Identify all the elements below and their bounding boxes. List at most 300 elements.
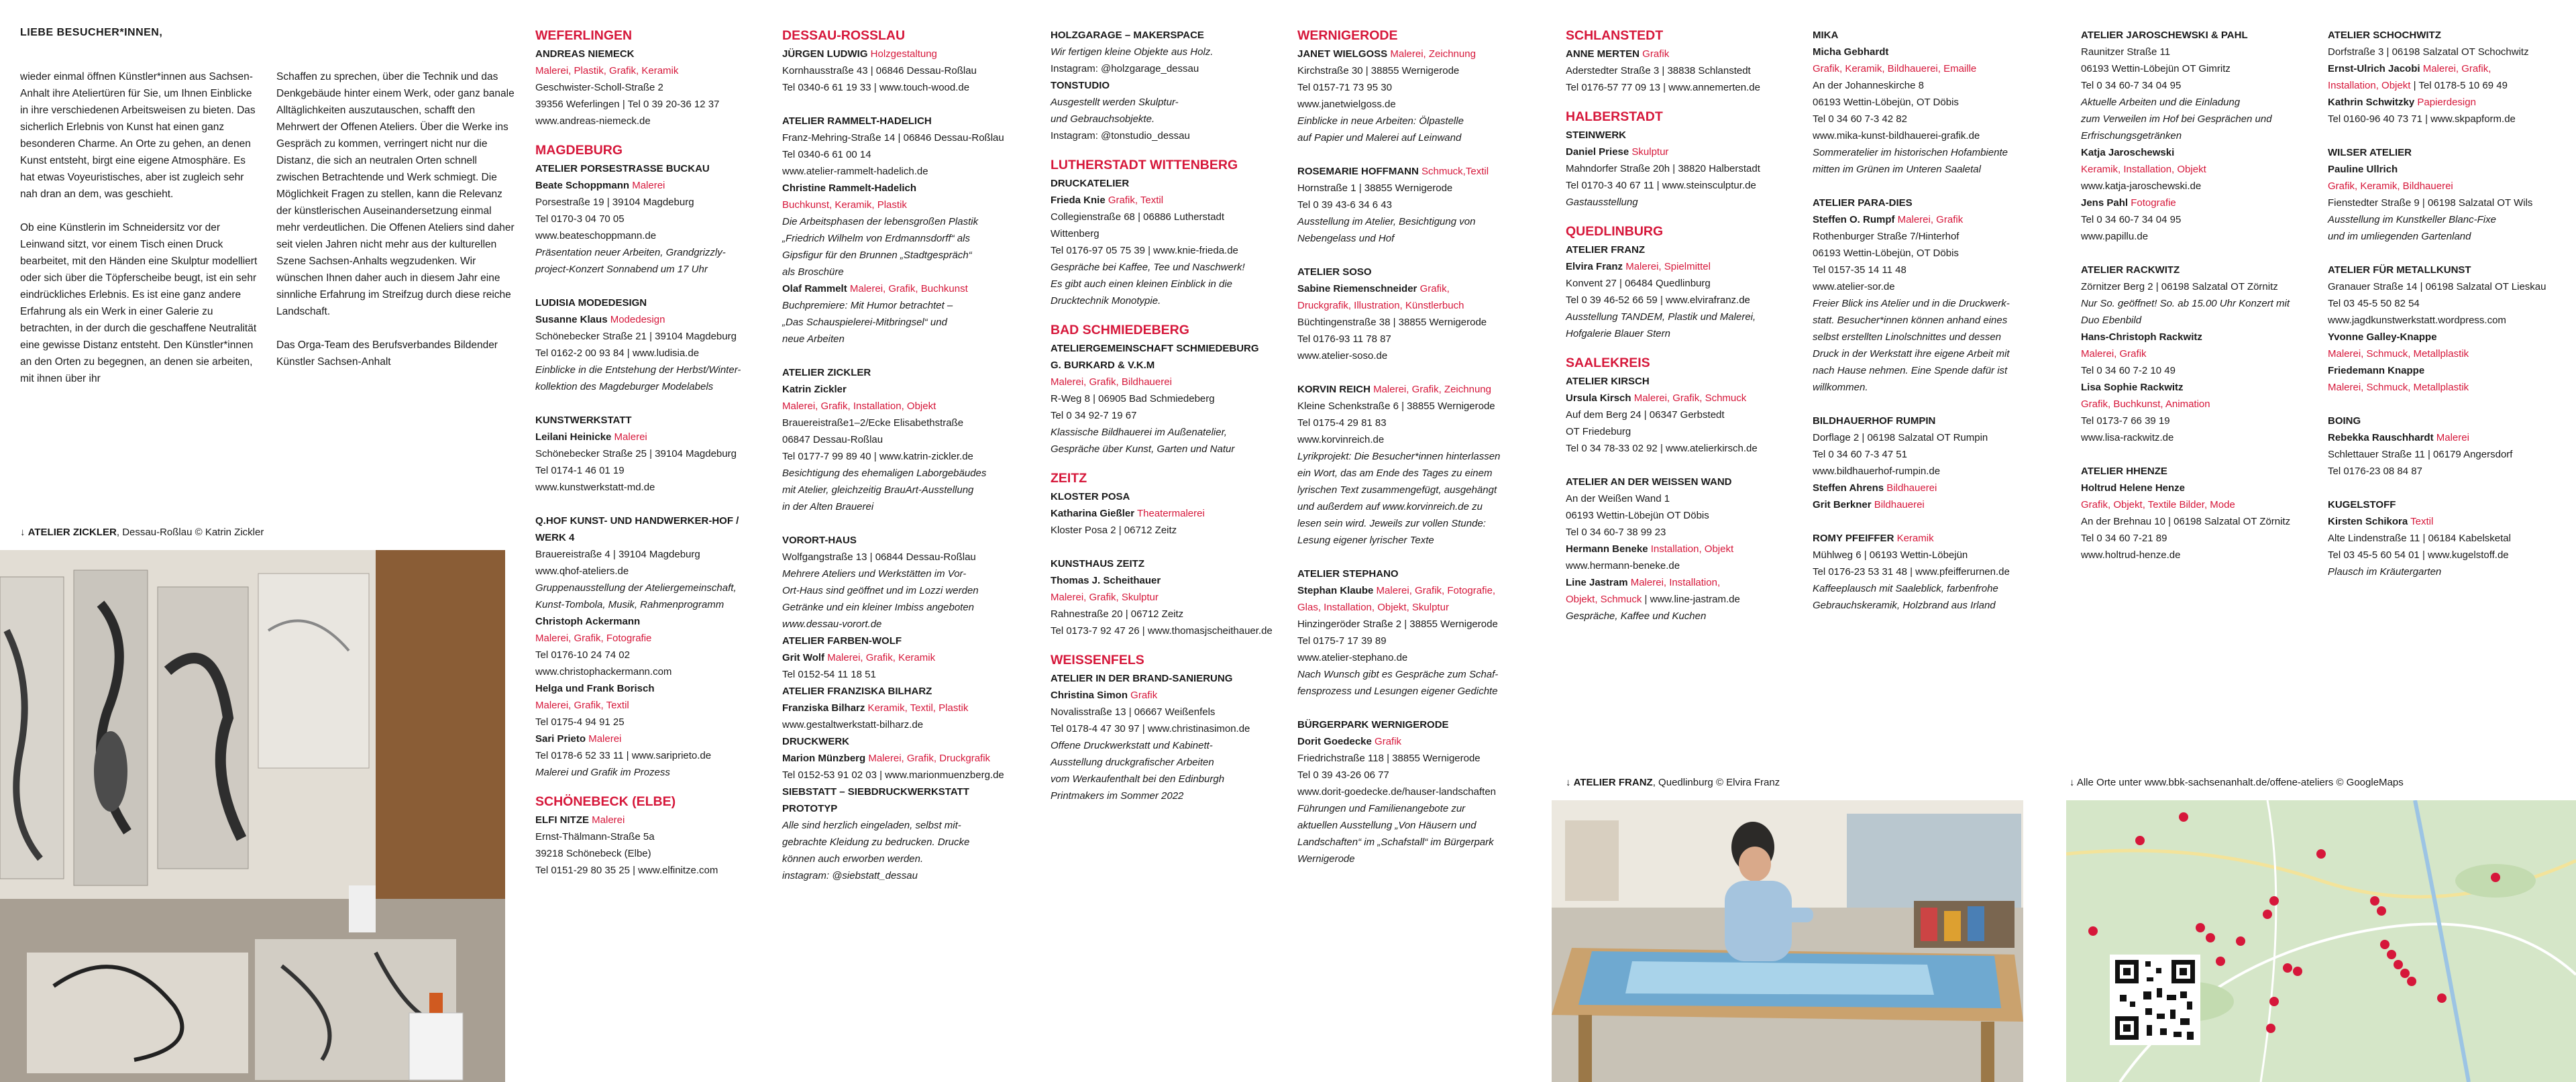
entry-text: Tel 0 34 92-7 19 67 bbox=[1051, 410, 1137, 421]
atelier-entry bbox=[1051, 175, 1273, 309]
entry-line bbox=[1297, 565, 1500, 582]
entry-description: Gespräche, Kaffee und Kuchen bbox=[1566, 610, 1707, 622]
entry-category: Malerei, Grafik, Textil bbox=[535, 700, 629, 711]
entry-name: Christine Rammelt-Hadelich bbox=[782, 182, 917, 194]
entry-line bbox=[1813, 245, 2010, 262]
entry-category: Fotografie bbox=[2128, 197, 2176, 209]
entry-description: Plausch im Kräutergarten bbox=[2328, 566, 2442, 578]
entry-text[interactable]: www.papillu.de bbox=[2081, 231, 2149, 242]
entry-description: Klassische Bildhauerei im Außenatelier, bbox=[1051, 427, 1227, 438]
entry-text[interactable]: Tel 0340-6 61 19 33 | www.touch-wood.de bbox=[782, 82, 970, 93]
entry-description: auf Papier und Malerei auf Leinwand bbox=[1297, 132, 1462, 144]
entry-text[interactable]: | www.line-jastram.de bbox=[1642, 594, 1740, 605]
entry-line bbox=[1813, 480, 2010, 496]
entry-text: 06847 Dessau-Roßlau bbox=[782, 434, 883, 445]
entry-text: Tel 0175-4 94 91 25 bbox=[535, 716, 625, 728]
entry-line bbox=[1297, 834, 1500, 851]
entry-line bbox=[2081, 228, 2290, 245]
entry-line bbox=[1566, 390, 1760, 407]
entry-line bbox=[782, 599, 1004, 616]
entry-line bbox=[1566, 440, 1760, 457]
atelier-entry bbox=[535, 512, 741, 781]
entry-description: Präsentation neuer Arbeiten, Grandgrizzly- bbox=[535, 247, 726, 258]
atelier-entry bbox=[2328, 144, 2546, 245]
entry-line bbox=[2328, 278, 2546, 295]
entry-line bbox=[1813, 547, 2010, 563]
entry-text: Mühlweg 6 | 06193 Wettin-Löbejün bbox=[1813, 549, 1968, 561]
entry-text[interactable]: Tel 0178-6 52 33 11 | www.sariprieto.de bbox=[535, 750, 712, 761]
entry-text[interactable]: Instagram: @tonstudio_dessau bbox=[1051, 130, 1190, 142]
entry-text[interactable]: Tel 0 34 78-33 02 92 | www.atelierkirsch.de bbox=[1566, 443, 1758, 454]
entry-line bbox=[1297, 197, 1500, 213]
city-heading: LUTHERSTADT WITTENBERG bbox=[1051, 158, 1238, 172]
entry-text: Tel 0340-6 61 00 14 bbox=[782, 149, 871, 160]
entry-name: Stephan Klaube bbox=[1297, 585, 1374, 596]
entry-category: Grafik bbox=[1128, 690, 1158, 701]
entry-line bbox=[535, 46, 741, 62]
entry-line bbox=[1566, 423, 1760, 440]
city-heading: SCHLANSTEDT bbox=[1566, 28, 1664, 43]
atelier-entry bbox=[1297, 46, 1500, 146]
entry-text[interactable]: www.korvinreich.de bbox=[1297, 434, 1385, 445]
entry-line bbox=[1051, 737, 1273, 754]
atelier-entry bbox=[535, 294, 741, 395]
entry-name: ATELIER RACKWITZ bbox=[2081, 264, 2180, 276]
entry-name: Kathrin Schwitzky bbox=[2328, 97, 2415, 108]
entry-text: Tel 0 34 60-7 34 04 95 bbox=[2081, 80, 2182, 91]
entry-description: Alle sind herzlich eingeladen, selbst mit- bbox=[782, 820, 961, 831]
entry-line bbox=[2081, 111, 2290, 127]
entry-name: BILDHAUERHOF RUMPIN bbox=[1813, 415, 1936, 427]
entry-text[interactable]: Tel 0 39 46-52 66 59 | www.elvirafranz.de bbox=[1566, 294, 1750, 306]
atelier-entry bbox=[1813, 413, 2010, 513]
entry-line bbox=[1813, 44, 2010, 60]
entry-category: Malerei, Grafik, Bildhauerei bbox=[1051, 376, 1172, 388]
entry-line bbox=[535, 462, 741, 479]
entry-text: 06193 Wettin-Löbejün, OT Döbis bbox=[1813, 248, 1959, 259]
entry-description: Besichtigung des ehemaligen Laborgebäudes bbox=[782, 468, 987, 479]
entry-description: und im umliegenden Gartenland bbox=[2328, 231, 2471, 242]
entry-line bbox=[1051, 754, 1273, 771]
entry-name: Thomas J. Scheithauer bbox=[1051, 575, 1161, 586]
entry-line bbox=[1566, 62, 1760, 79]
entry-line bbox=[1566, 591, 1760, 608]
entry-line bbox=[1051, 505, 1273, 522]
entry-line bbox=[535, 680, 741, 697]
entry-line bbox=[535, 479, 741, 496]
entry-line bbox=[2328, 463, 2546, 480]
entry-line bbox=[1297, 851, 1500, 867]
entry-text[interactable]: Tel 0176-23 53 31 48 | www.pfeifferurnen.de bbox=[1813, 566, 2010, 578]
entry-line bbox=[1566, 292, 1760, 309]
intro-paragraph: Schaffen zu sprechen, über die Technik und das Denkgebäude hinter einem Werk, oder ganz banale Alltäglichkeiten auszutauschen, schafft den Mehrwert der Offenen Ateliers. Über die Werke ins Gespräch zu kommen, verringert nicht nur die Distanz, die sich an neutralen Orten schnell zwischen Betrachtende und Werk schmiegt. Die Möglichkeit Fragen zu stellen, kann die Relevanz der künstlerischen Auseinandersetzung einmal mehr verdeutlichen. Die Offenen Ateliers sind daher seit vielen Jahren nicht mehr aus der kulturellen Szene Sachsen-Anhalts wegzudenken. Wir wünschen Ihnen daher auch in diesem Jahr eine sinnliche Erfahrung im Streifzug durch diese reiche Landschaft. bbox=[276, 71, 515, 317]
entry-text[interactable]: Tel 0176-97 05 75 39 | www.knie-frieda.de bbox=[1051, 245, 1238, 256]
entry-line bbox=[1051, 77, 1273, 94]
entry-description: Wernigerode bbox=[1297, 853, 1355, 865]
entry-line bbox=[782, 146, 1004, 163]
entry-text[interactable]: Tel 0170-3 40 67 11 | www.steinsculptur.de bbox=[1566, 180, 1756, 191]
entry-name: MIKA bbox=[1813, 30, 1839, 41]
entry-line bbox=[535, 563, 741, 580]
entry-name: JÜRGEN LUDWIG bbox=[782, 48, 868, 60]
entry-text[interactable]: Instagram: @holzgarage_dessau bbox=[1051, 63, 1199, 74]
entry-line bbox=[2081, 496, 2290, 513]
entry-line bbox=[1051, 572, 1273, 589]
entry-line bbox=[782, 62, 1004, 79]
entry-text: | Tel 0178-5 10 69 49 bbox=[2410, 80, 2508, 91]
entry-category: Grafik, Objekt, Textile Bilder, Mode bbox=[2081, 499, 2235, 510]
entry-line bbox=[1566, 79, 1760, 96]
entry-name: SIEBSTATT – SIEBDRUCKWERKSTATT bbox=[782, 786, 969, 798]
entry-name: ANNE MERTEN bbox=[1566, 48, 1640, 60]
entry-line bbox=[2081, 144, 2290, 161]
entry-text: Auf dem Berg 24 | 06347 Gerbstedt bbox=[1566, 409, 1725, 421]
entry-line bbox=[1297, 666, 1500, 683]
entry-line bbox=[1297, 498, 1500, 515]
entry-text[interactable]: Tel 0173-7 92 47 26 | www.thomasjscheithauer.de bbox=[1051, 625, 1273, 637]
entry-text[interactable]: Tel 0176-57 77 09 13 | www.annemerten.de bbox=[1566, 82, 1760, 93]
entry-text[interactable]: Tel 0162-2 00 93 84 | www.ludisia.de bbox=[535, 347, 700, 359]
entry-text[interactable]: www.christophackermann.com bbox=[535, 666, 672, 678]
intro-column-2 bbox=[276, 68, 515, 387]
atelier-entry bbox=[535, 412, 741, 496]
entry-text: Hornstraße 1 | 38855 Wernigerode bbox=[1297, 182, 1453, 194]
entry-category: Malerei, Grafik, Fotografie, bbox=[1373, 585, 1496, 596]
entry-line bbox=[1051, 209, 1273, 225]
entry-text[interactable]: www.andreas-niemeck.de bbox=[535, 115, 651, 127]
entry-text[interactable]: Tel 0177-7 99 89 40 | www.katrin-zickler.de bbox=[782, 451, 973, 462]
entry-name: Micha Gebhardt bbox=[1813, 46, 1889, 58]
entry-name: KUGELSTOFF bbox=[2328, 499, 2396, 510]
entry-line bbox=[782, 415, 1004, 431]
entry-line bbox=[1813, 496, 2010, 513]
entry-text: Kornhausstraße 43 | 06846 Dessau-Roßlau bbox=[782, 65, 977, 76]
entry-text[interactable]: www.qhof-ateliers.de bbox=[535, 565, 629, 577]
entry-line bbox=[2081, 513, 2290, 530]
entry-text[interactable]: Tel 0178-4 47 30 97 | www.christinasimon.de bbox=[1051, 723, 1250, 735]
entry-name: Steffen Ahrens bbox=[1813, 482, 1884, 494]
entry-description: fensprozess und Lesungen eigener Gedichte bbox=[1297, 686, 1498, 697]
entry-text[interactable]: Tel 0152-53 91 02 03 | www.marionmuenzberg.de bbox=[782, 769, 1004, 781]
entry-line bbox=[535, 596, 741, 613]
entry-line bbox=[1566, 241, 1760, 258]
entry-text: Franz-Mehring-Straße 14 | 06846 Dessau-Roßlau bbox=[782, 132, 1004, 144]
entry-name: Jens Pahl bbox=[2081, 197, 2129, 209]
entry-text: Kloster Posa 2 | 06712 Zeitz bbox=[1051, 525, 1177, 536]
city-heading: SAALEKREIS bbox=[1566, 356, 1650, 370]
entry-line bbox=[1297, 264, 1500, 280]
entry-description: Lesung eigener lyrischer Texte bbox=[1297, 535, 1434, 546]
intro-paragraph: Ob eine Künstlerin im Schneidersitz vor der Leinwand sitzt, vor einem Tisch einen Druck bearbeitet, mit den Händen eine Skulptur modelliert oder sich über die Töpferscheibe beugt, ist ein sehr eindrückliches Erlebnis. Es ist eine ganz andere Erfahrung als ein Werk in einer Galerie zu betrachten, in der durch die geschaffene Neutralität eine gewisse Distanz entsteht. Den Künstler*innen an den Orten zu begegnen, an denen sie arbeiten, mit ihnen über ihr bbox=[20, 222, 258, 384]
entry-description: project-Konzert Sonnabend um 17 Uhr bbox=[535, 264, 708, 275]
entry-line bbox=[1813, 195, 2010, 211]
studio-photo-illustration bbox=[0, 550, 505, 1082]
entry-line bbox=[1813, 278, 2010, 295]
city-heading: WEISSENFELS bbox=[1051, 653, 1144, 667]
entry-text[interactable]: www.katja-jaroschewski.de bbox=[2081, 180, 2202, 192]
entry-line bbox=[1297, 280, 1500, 297]
entry-text[interactable]: www.lisa-rackwitz.de bbox=[2081, 432, 2174, 443]
entry-text[interactable]: www.holtrud-henze.de bbox=[2081, 549, 2181, 561]
city-heading: QUEDLINBURG bbox=[1566, 224, 1664, 239]
atelier-entry bbox=[2328, 496, 2546, 580]
entry-line bbox=[1051, 340, 1273, 357]
entry-line bbox=[1297, 465, 1500, 482]
entry-name: Marion Münzberg bbox=[782, 753, 866, 764]
entry-name: JANET WIELGOSS bbox=[1297, 48, 1388, 60]
entry-text: An der Brehnau 10 | 06198 Salzatal OT Zörnitz bbox=[2081, 516, 2291, 527]
entry-line bbox=[782, 482, 1004, 498]
entry-line bbox=[2081, 178, 2290, 195]
entry-line bbox=[1297, 767, 1500, 783]
entry-line bbox=[782, 431, 1004, 448]
entry-text: Schönebecker Straße 21 | 39104 Magdeburg bbox=[535, 331, 737, 342]
entry-text: Tel 0176-93 11 78 87 bbox=[1297, 333, 1391, 345]
entry-line bbox=[782, 817, 1004, 834]
entry-line bbox=[782, 649, 1004, 666]
city-heading: WERNIGERODE bbox=[1297, 28, 1398, 43]
entry-name: Christoph Ackermann bbox=[535, 616, 641, 627]
listing-column-5 bbox=[1566, 27, 1760, 625]
caption-map bbox=[2070, 777, 2404, 788]
atelier-entry bbox=[1051, 555, 1273, 639]
entry-line bbox=[2081, 463, 2290, 480]
entry-description: Führungen und Familienangebote zur bbox=[1297, 803, 1466, 814]
entry-line bbox=[535, 630, 741, 647]
entry-category: Grafik bbox=[1371, 736, 1402, 747]
entry-name: TONSTUDIO bbox=[1051, 80, 1110, 91]
entry-name: ATELIERGEMEINSCHAFT SCHMIEDEBURG bbox=[1051, 343, 1259, 354]
entry-line bbox=[1297, 515, 1500, 532]
entry-line bbox=[1297, 314, 1500, 331]
entry-category: Malerei bbox=[611, 431, 647, 443]
entry-name: DRUCKWERK bbox=[782, 736, 849, 747]
entry-line bbox=[535, 96, 741, 113]
atelier-entry bbox=[1566, 127, 1760, 211]
entry-text: Tel 0 34 60 7-2 10 49 bbox=[2081, 365, 2176, 376]
entry-category: Grafik, Buchkunst, Animation bbox=[2081, 398, 2210, 410]
entry-description: Druck in der Werkstatt ihre eigene Arbeit mit bbox=[1813, 348, 2010, 360]
entry-line bbox=[1051, 488, 1273, 505]
entry-line bbox=[2081, 530, 2290, 547]
entry-text[interactable]: Tel 0160-96 40 73 71 | www.skpapform.de bbox=[2328, 113, 2516, 125]
entry-text[interactable]: www.dorit-goedecke.de/hauser-landschaften bbox=[1297, 786, 1497, 798]
entry-text: Porsestraße 19 | 39104 Magdeburg bbox=[535, 197, 694, 208]
entry-line bbox=[535, 512, 741, 529]
entry-line bbox=[2328, 379, 2546, 396]
entry-line bbox=[1813, 211, 2010, 228]
atelier-entry bbox=[1297, 381, 1500, 549]
entry-line bbox=[2081, 312, 2290, 329]
entry-line bbox=[2328, 77, 2546, 94]
entry-description: Die Arbeitsphasen der lebensgroßen Plastik bbox=[782, 216, 979, 227]
entry-name: Susanne Klaus bbox=[535, 314, 608, 325]
entry-line bbox=[535, 529, 741, 546]
entry-line bbox=[1051, 555, 1273, 572]
city-heading: SCHÖNEBECK (ELBE) bbox=[535, 794, 676, 809]
entry-text[interactable]: Tel 03 45-5 60 54 01 | www.kugelstoff.de bbox=[2328, 549, 2509, 561]
entry-text[interactable]: www.janetwielgoss.de bbox=[1297, 99, 1396, 110]
entry-text: Konvent 27 | 06484 Quedlinburg bbox=[1566, 278, 1711, 289]
entry-line bbox=[1566, 144, 1760, 160]
entry-line bbox=[535, 412, 741, 429]
entry-description: Einblicke in neue Arbeiten: Ölpastelle bbox=[1297, 115, 1464, 127]
entry-category: Holzgestaltung bbox=[867, 48, 937, 60]
entry-line bbox=[1566, 46, 1760, 62]
entry-line bbox=[2328, 161, 2546, 178]
entry-text[interactable]: www.atelier-sor.de bbox=[1813, 281, 1895, 292]
atelier-entry bbox=[1813, 27, 2010, 178]
entry-line bbox=[1051, 589, 1273, 606]
entry-category: Malerei, Grafik, Keramik bbox=[824, 652, 936, 663]
entry-line bbox=[782, 197, 1004, 213]
entry-description: Lyrikprojekt: Die Besucher*innen hinterlassen bbox=[1297, 451, 1501, 462]
entry-description: als Broschüre bbox=[782, 266, 844, 278]
entry-line bbox=[1051, 94, 1273, 111]
entry-line bbox=[1297, 297, 1500, 314]
entry-line bbox=[1051, 606, 1273, 623]
entry-name: Daniel Priese bbox=[1566, 146, 1629, 158]
entry-name: ATELIER SOSO bbox=[1297, 266, 1372, 278]
entry-category: Malerei, Grafik bbox=[1894, 214, 1964, 225]
entry-name: Sabine Riemenschneider bbox=[1297, 283, 1417, 294]
entry-text[interactable]: www.jagdkunstwerkstatt.wordpress.com bbox=[2328, 315, 2506, 326]
entry-text[interactable]: www.mika-kunst-bildhauerei-grafik.de bbox=[1813, 130, 1980, 142]
entry-text[interactable]: www.gestaltwerkstatt-bilharz.de bbox=[782, 719, 924, 731]
entry-line bbox=[1297, 599, 1500, 616]
entry-line bbox=[535, 62, 741, 79]
entry-line bbox=[782, 46, 1004, 62]
entry-line bbox=[535, 244, 741, 261]
entry-text: Tel 0176-23 08 84 87 bbox=[2328, 466, 2422, 477]
entry-line bbox=[1813, 446, 2010, 463]
entry-text: Aderstedter Straße 3 | 38838 Schlanstedt bbox=[1566, 65, 1751, 76]
entry-category: Druckgrafik, Illustration, Künstlerbuch bbox=[1297, 300, 1464, 311]
entry-line bbox=[535, 194, 741, 211]
caption-title: ATELIER ZICKLER bbox=[28, 527, 117, 538]
entry-description: Gipsfigur für den Brunnen „Stadtgespräch“ bbox=[782, 250, 972, 261]
entry-text: Tel 0175-7 17 39 89 bbox=[1297, 635, 1387, 647]
entry-line bbox=[2328, 228, 2546, 245]
entry-line bbox=[782, 834, 1004, 851]
entry-line bbox=[1297, 113, 1500, 129]
entry-line bbox=[1813, 563, 2010, 580]
entry-line bbox=[2081, 379, 2290, 396]
listing-column-6 bbox=[1813, 27, 2010, 614]
entry-line bbox=[1813, 597, 2010, 614]
entry-category: Malerei, Schmuck, Metallplastik bbox=[2328, 382, 2469, 393]
entry-line bbox=[1566, 309, 1760, 325]
entry-name: ATELIER RAMMELT-HADELICH bbox=[782, 115, 932, 127]
entry-description: Gruppenausstellung der Ateliergemeinschaft, bbox=[535, 582, 737, 594]
entry-category: Grafik, Textil bbox=[1105, 195, 1164, 206]
entry-description: Gastausstellung bbox=[1566, 197, 1638, 208]
entry-description: mitten im Grünen im Unteren Saaletal bbox=[1813, 164, 1981, 175]
entry-text[interactable]: www.beateschoppmann.de bbox=[535, 230, 657, 241]
entry-line bbox=[2081, 27, 2290, 44]
entry-line bbox=[535, 764, 741, 781]
entry-line bbox=[782, 683, 1004, 700]
entry-text: Tel 0 34 60 7-3 47 51 bbox=[1813, 449, 1907, 460]
entry-text[interactable]: www.kunstwerkstatt-md.de bbox=[535, 482, 655, 493]
entry-line bbox=[2328, 329, 2546, 345]
entry-category: Malerei, Grafik, Druckgrafik bbox=[865, 753, 991, 764]
entry-line bbox=[535, 546, 741, 563]
entry-description: „Friedrich Wilhelm von Erdmannsdorff“ als bbox=[782, 233, 970, 244]
entry-line bbox=[535, 812, 741, 828]
entry-category: Installation, Objekt bbox=[1648, 543, 1734, 555]
entry-description: Nebengelass und Hof bbox=[1297, 233, 1395, 244]
entry-text[interactable]: www.bildhauerhof-rumpin.de bbox=[1813, 466, 1941, 477]
entry-line bbox=[1813, 379, 2010, 396]
entry-name: ATELIER AN DER WEISSEN WAND bbox=[1566, 476, 1732, 488]
entry-text[interactable]: www.atelier-stephano.de bbox=[1297, 652, 1408, 663]
entry-line bbox=[2328, 211, 2546, 228]
entry-line bbox=[782, 633, 1004, 649]
entry-text[interactable]: www.hermann-beneke.de bbox=[1566, 560, 1680, 572]
entry-line bbox=[1297, 616, 1500, 633]
entry-line bbox=[535, 862, 741, 879]
entry-description: Wir fertigen kleine Objekte aus Holz. bbox=[1051, 46, 1214, 58]
entry-text: Collegienstraße 68 | 06886 Lutherstadt bbox=[1051, 211, 1225, 223]
entry-line bbox=[535, 345, 741, 362]
entry-line bbox=[535, 828, 741, 845]
entry-name: Holtrud Helene Henze bbox=[2081, 482, 2186, 494]
entry-category: Malerei, Grafik, Fotografie bbox=[535, 633, 652, 644]
entry-name: ELFI NITZE bbox=[535, 814, 589, 826]
atelier-entry bbox=[2328, 27, 2546, 127]
entry-line bbox=[1051, 292, 1273, 309]
entry-line bbox=[1297, 431, 1500, 448]
entry-line bbox=[2328, 295, 2546, 312]
listing-column-8 bbox=[2328, 27, 2546, 580]
entry-line bbox=[1051, 175, 1273, 192]
entry-name: Katja Jaroschewski bbox=[2081, 147, 2175, 158]
entry-line bbox=[535, 663, 741, 680]
entry-text[interactable]: www.atelier-soso.de bbox=[1297, 350, 1388, 362]
atelier-entry bbox=[1051, 340, 1273, 457]
entry-text: Tel 0 39 43-6 34 6 43 bbox=[1297, 199, 1392, 211]
entry-text: Tel 0 39 43-26 06 77 bbox=[1297, 769, 1389, 781]
entry-line bbox=[1566, 160, 1760, 177]
atelier-entry bbox=[1297, 716, 1500, 867]
entry-line bbox=[2081, 480, 2290, 496]
entry-text: Granauer Straße 14 | 06198 Salzatal OT Lieskau bbox=[2328, 281, 2546, 292]
entry-category: Modedesign bbox=[607, 314, 665, 325]
entry-line bbox=[1813, 262, 2010, 278]
caption-text: , Quedlinburg © Elvira Franz bbox=[1652, 777, 1780, 788]
entry-line bbox=[782, 716, 1004, 733]
entry-description: Gespräche über Kunst, Garten und Natur bbox=[1051, 443, 1235, 455]
entry-line bbox=[535, 328, 741, 345]
entry-name: ATELIER FRANZISKA BILHARZ bbox=[782, 686, 932, 697]
entry-description: neue Arbeiten bbox=[782, 333, 845, 345]
entry-text[interactable]: www.atelier-rammelt-hadelich.de bbox=[782, 166, 928, 177]
entry-line bbox=[2328, 547, 2546, 563]
entry-text: Wittenberg bbox=[1051, 228, 1099, 239]
entry-line bbox=[782, 867, 1004, 884]
entry-line bbox=[535, 613, 741, 630]
city-heading: ZEITZ bbox=[1051, 471, 1087, 486]
entry-category: Malerei, Zeichnung bbox=[1387, 48, 1476, 60]
entry-text: Dorfstraße 3 | 06198 Salzatal OT Schochwitz bbox=[2328, 46, 2529, 58]
entry-category: Malerei, Installation, bbox=[1627, 577, 1721, 588]
entry-description: Es gibt auch einen kleinen Einblick in die bbox=[1051, 278, 1233, 290]
entry-line bbox=[782, 666, 1004, 683]
entry-text: Tel 0173-7 66 39 19 bbox=[2081, 415, 2170, 427]
entry-text[interactable]: Tel 0151-29 80 35 25 | www.elfinitze.com bbox=[535, 865, 718, 876]
entry-text: Büchtingenstraße 38 | 38855 Wernigerode bbox=[1297, 317, 1487, 328]
